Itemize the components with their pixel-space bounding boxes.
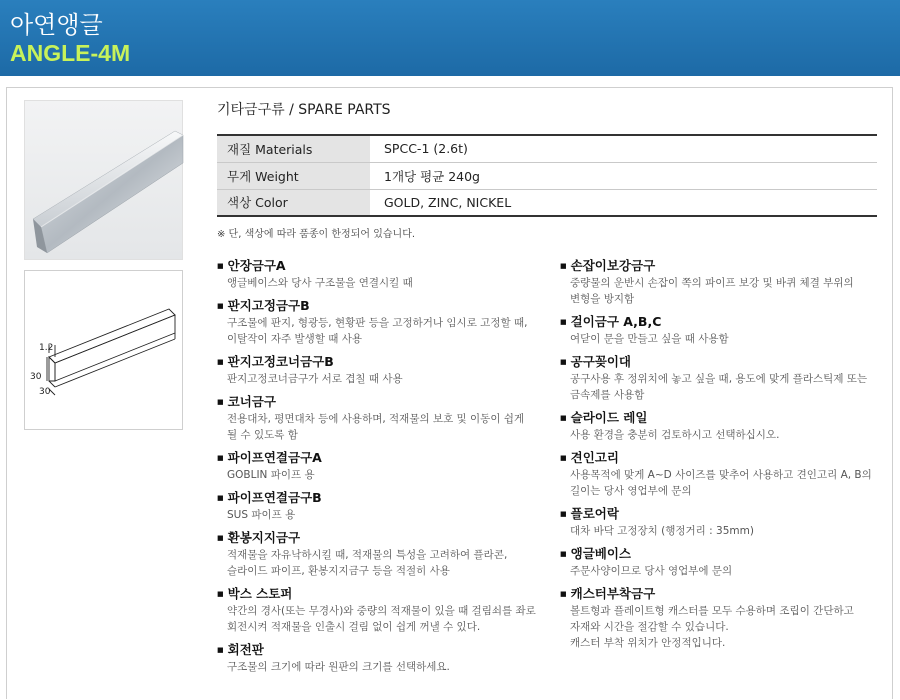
page-header [0, 0, 900, 76]
part-description: 판지고정코너금구가 서로 겹칠 때 사용 [227, 373, 403, 385]
spec-label: 무게 Weight [217, 162, 370, 189]
part-title: ■ 견인고리 [560, 449, 890, 467]
part-description: 볼트형과 플레이트형 캐스터를 모두 수용하며 조립이 간단하고 [570, 605, 854, 617]
spec-row-color [217, 189, 877, 216]
part-item [217, 393, 547, 443]
part-title: ■ 캐스터부착금구 [560, 585, 890, 603]
part-title: ■ 환봉지지금구 [217, 529, 547, 547]
part-item [560, 449, 890, 499]
part-description: 이탈작이 자주 발생할 때 사용 [227, 333, 363, 345]
part-description: 슬라이드 파이프, 환봉지지금구 등을 적절히 사용 [227, 565, 450, 577]
parts-list-right [560, 257, 890, 657]
part-description: 사용 환경을 충분히 검토하시고 선택하십시오. [570, 429, 780, 441]
part-description: 캐스터 부착 위치가 안정적입니다. [570, 637, 726, 649]
product-title-kr: 아연앵글 [10, 11, 103, 39]
dimension-drawing [24, 270, 183, 430]
thickness-dimension: 1.2 [39, 343, 54, 353]
part-description: 약간의 경사(또는 무경사)와 중량의 적재물이 있을 때 걸림쇠를 좌로 [227, 605, 536, 617]
category-title: 기타금구류 / SPARE PARTS [217, 102, 391, 118]
part-title: ■ 회전판 [217, 641, 547, 659]
spec-row-weight [217, 162, 877, 189]
part-description: 변형을 방지함 [570, 293, 635, 305]
part-title: ■ 파이프연결금구A [217, 449, 547, 467]
part-item [560, 257, 890, 307]
part-title: ■ 파이프연결금구B [217, 489, 547, 507]
part-item [560, 545, 890, 579]
spec-row-materials [217, 135, 877, 162]
part-description: 될 수 있도록 함 [227, 429, 298, 441]
spec-label: 색상 Color [217, 189, 370, 216]
part-description: 여닫이 문을 만들고 싶을 때 사용함 [570, 333, 729, 345]
part-item [560, 585, 890, 651]
spec-label: 재질 Materials [217, 135, 370, 162]
part-title: ■ 손잡이보강금구 [560, 257, 890, 275]
part-description: 사용목적에 맞게 A~D 사이즈를 맞추어 사용하고 견인고리 A, B의 [570, 469, 872, 481]
part-description: 대차 바닥 고정장치 (행정거리 : 35mm) [570, 525, 754, 537]
part-item [560, 505, 890, 539]
part-description: 구조물에 판지, 형광등, 현황판 등을 고정하거나 임시로 고정할 때, [227, 317, 528, 329]
part-item [217, 353, 547, 387]
part-item [217, 585, 547, 635]
part-description: 금속제를 사용함 [570, 389, 645, 401]
part-item [217, 449, 547, 483]
spec-value: 1개당 평균 240g [370, 162, 877, 189]
spec-table [217, 134, 877, 217]
part-description: GOBLIN 파이프 용 [227, 469, 315, 481]
part-item [217, 641, 547, 675]
part-description: SUS 파이프 용 [227, 509, 296, 521]
part-item [217, 529, 547, 579]
part-description: 중량물의 운반시 손잡이 쪽의 파이프 보강 및 바퀴 체결 부위의 [570, 277, 854, 289]
part-title: ■ 안장금구A [217, 257, 547, 275]
part-item [560, 353, 890, 403]
part-title: ■ 슬라이드 레일 [560, 409, 890, 427]
part-item [560, 409, 890, 443]
angle-photo-image [25, 101, 184, 261]
color-note: ※ 단, 색상에 따라 품종이 한정되어 있습니다. [217, 229, 416, 240]
part-title: ■ 판지고정코너금구B [217, 353, 547, 371]
part-title: ■ 걸이금구 A,B,C [560, 313, 890, 331]
part-title: ■ 공구꽂이대 [560, 353, 890, 371]
part-description: 적재물을 자유낙하시킬 때, 적재물의 특성을 고려하여 플라콘, [227, 549, 508, 561]
height-dimension: 30 [30, 372, 42, 382]
part-item [217, 489, 547, 523]
part-item [217, 257, 547, 291]
part-description: 자재와 시간을 절감할 수 있습니다. [570, 621, 729, 633]
part-item [560, 313, 890, 347]
parts-list-left [217, 257, 547, 681]
part-description: 전용대차, 평면대차 등에 사용하며, 적재물의 보호 및 이동이 쉽게 [227, 413, 525, 425]
spec-value: GOLD, ZINC, NICKEL [370, 189, 877, 216]
spec-value: SPCC-1 (2.6t) [370, 135, 877, 162]
part-title: ■ 앵글베이스 [560, 545, 890, 563]
width-dimension: 30 [39, 387, 51, 397]
product-title-en: ANGLE-4M [10, 40, 131, 66]
part-description: 구조물의 크기에 따라 원판의 크기를 선택하세요. [227, 661, 450, 673]
product-photo [24, 100, 183, 260]
part-title: ■ 코너금구 [217, 393, 547, 411]
part-title: ■ 판지고정금구B [217, 297, 547, 315]
part-title: ■ 플로어락 [560, 505, 890, 523]
part-description: 주문사양이므로 당사 영업부에 문의 [570, 565, 733, 577]
part-item [217, 297, 547, 347]
part-title: ■ 박스 스토퍼 [217, 585, 547, 603]
part-description: 길이는 당사 영업부에 문의 [570, 485, 692, 497]
part-description: 회전시켜 적재물을 인출시 걸림 없이 쉽게 꺼낼 수 있다. [227, 621, 481, 633]
part-description: 앵글베이스와 당사 구조물을 연결시킬 때 [227, 277, 413, 289]
part-description: 공구사용 후 정위치에 놓고 싶을 때, 용도에 맞게 플라스틱제 또는 [570, 373, 868, 385]
